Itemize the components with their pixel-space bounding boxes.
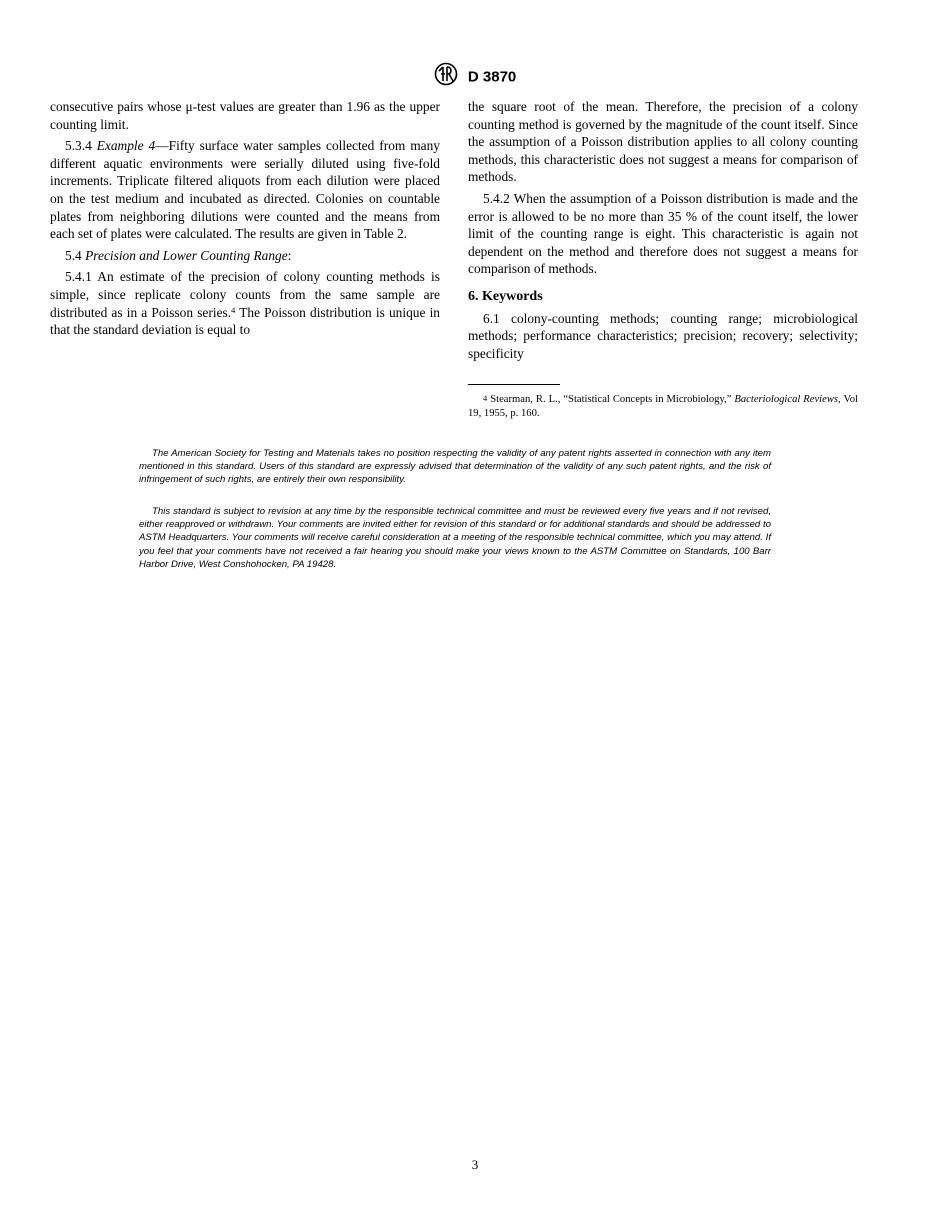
paragraph-5-3-4 bbox=[50, 137, 440, 243]
paragraph-text-a: 5.4.1 An estimate of the precision of colony counting methods is simple, since replicate colony counts from the same sample are distributed as in a Poisson series. bbox=[50, 269, 440, 320]
page-header bbox=[0, 62, 950, 93]
patent-notice: The American Society for Testing and Materials takes no position respecting the validity of any patent rights asserted in connection with any item mentioned in this standard. Users of this standard are expressly advised that determination of the validity of any such patent rights, and the risk of infringement of such rights, are entirely their own responsibility. bbox=[139, 448, 771, 486]
footnote-journal: Bacteriological Reviews bbox=[734, 394, 839, 406]
footnote-4 bbox=[468, 393, 858, 421]
paragraph-text-b: The Poisson distribution is unique in that the standard deviation is equal to bbox=[50, 304, 440, 338]
astm-logo-icon bbox=[434, 62, 458, 93]
paragraph-5-3-3-continued: consecutive pairs whose μ-test values are greater than 1.96 as the upper counting limit. bbox=[50, 99, 440, 132]
footnote-marker: 4 bbox=[483, 393, 488, 404]
standard-designation: D 3870 bbox=[467, 68, 517, 86]
paragraph-text: —Fifty surface water samples collected from many different aquatic environments were serially diluted using five-fold increments. Triplicate filtered aliquots from each dilution were placed on the test medium and incubated as directed. Colonies on countable plates from neighboring dilutions were counted and the means from each set of plates were calculated. The results are given in Table 2. bbox=[50, 138, 440, 242]
paragraph-5-4-1 bbox=[50, 268, 440, 338]
section-suffix: : bbox=[287, 247, 292, 263]
section-5-4-heading bbox=[50, 247, 440, 265]
paragraph-title: Example 4 bbox=[96, 138, 156, 154]
paragraph-number: 5.3.4 bbox=[65, 138, 92, 154]
right-column bbox=[468, 98, 858, 425]
paragraph-5-4-2: 5.4.2 When the assumption of a Poisson distribution is made and the error is allowed to be no more than 35 % of the count itself, the lower limit of the counting range is eight. This characteristic is again not dependent on the method and therefore does not suggest a means for comparison of methods. bbox=[468, 190, 858, 277]
footnote-text-a: Stearman, R. L., “Statistical Concepts in Microbiology,” bbox=[487, 394, 735, 406]
footnote-divider bbox=[468, 384, 560, 385]
section-title: Precision and Lower Counting Range bbox=[85, 247, 288, 263]
footnote-text-b: , Vol 19, 1955, p. 160. bbox=[468, 394, 858, 420]
section-6-heading: 6. Keywords bbox=[468, 288, 543, 304]
revision-notice: This standard is subject to revision at any time by the responsible technical committee and must be reviewed every five years and if not revised, either reapproved or withdrawn. Your comments are invited either for revision of this standard or for additional standards and should be addressed to ASTM Headquarters. Your comments will receive careful consideration at a meeting of the responsible technical committee, which you may attend. If you feel that your comments have not received a fair hearing you should make your views known to the ASTM Committee on Standards, 100 Barr Harbor Drive, West Conshohocken, PA 19428. bbox=[139, 506, 771, 570]
footnote-reference[interactable]: 4 bbox=[231, 304, 236, 315]
left-column bbox=[50, 98, 440, 343]
page-number: 3 bbox=[471, 1157, 479, 1172]
paragraph-5-4-1-continued: the square root of the mean. Therefore, the precision of a colony counting method is governed by the magnitude of the count itself. Since the assumption of a Poisson distribution applies to all colony counting methods, this characteristic does not suggest a means for comparison of methods. bbox=[468, 99, 858, 185]
section-number: 5.4 bbox=[65, 247, 82, 263]
paragraph-6-1: 6.1 colony-counting methods; counting range; microbiological methods; performance characteristics; precision; recovery; selectivity; specificity bbox=[468, 310, 858, 361]
